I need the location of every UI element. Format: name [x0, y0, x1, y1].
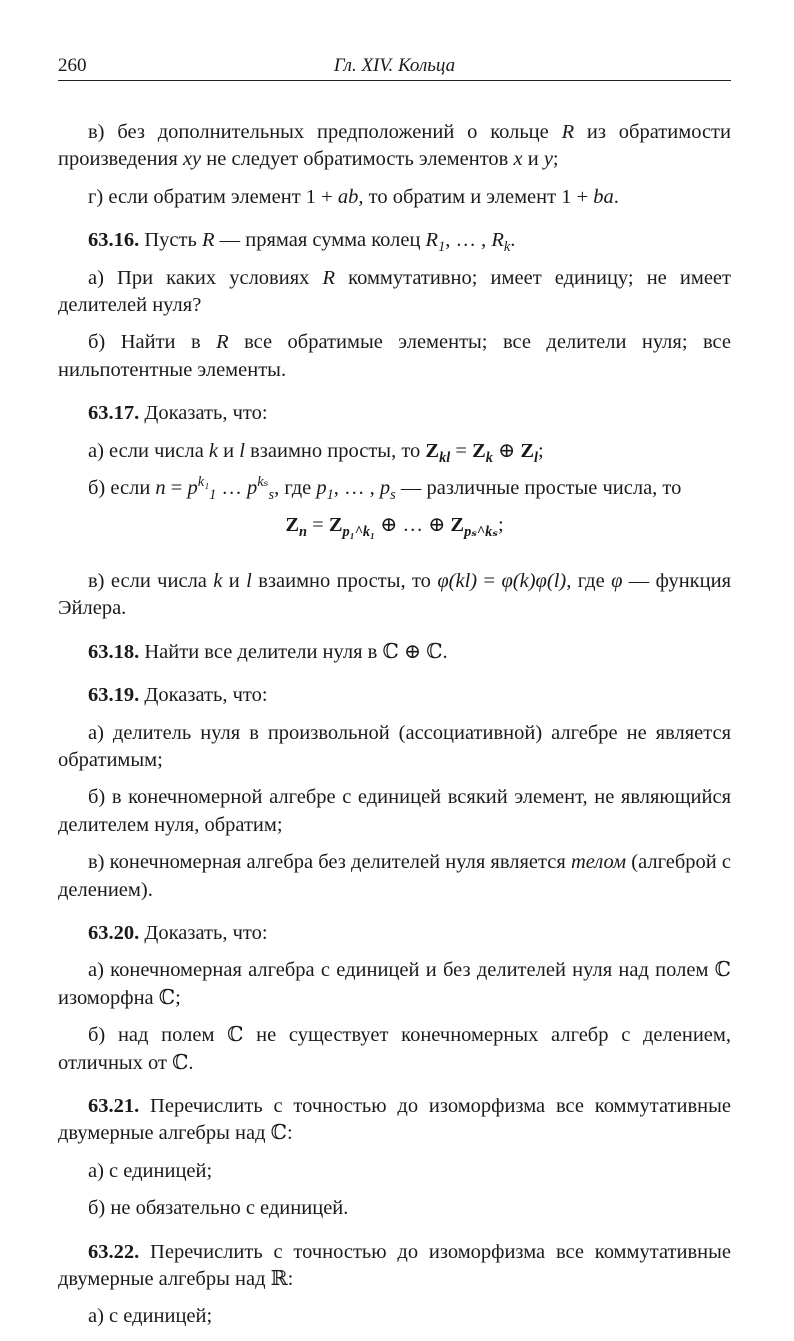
math-symbol: R [201, 229, 215, 252]
math-symbol: φ(kl) [437, 569, 478, 592]
problem-item [58, 265, 731, 320]
text-run: Найти все делители нуля в ℂ ⊕ ℂ. [139, 640, 448, 663]
math-symbol: $p^{k_s}_s$ [247, 474, 275, 504]
math-subscript: 1 [209, 487, 217, 504]
math-symbol: ba [593, 185, 614, 208]
text-run: а) с единицей; [88, 1159, 213, 1182]
math-symbol: xy [182, 148, 202, 171]
problem-heading [58, 682, 731, 709]
text-run: в) если числа [88, 569, 214, 592]
problem-heading [58, 227, 731, 254]
page-body [58, 119, 731, 1341]
problem-item [58, 849, 731, 904]
problem-heading [58, 920, 731, 947]
text-run: взаимно просты, то [251, 569, 438, 592]
text-run: , … , [333, 477, 380, 500]
text-run: — функция Эйлера. [58, 569, 732, 620]
text-run: Доказать, что: [139, 684, 268, 707]
text-run: ⊕ [492, 439, 521, 462]
problem-heading [58, 639, 731, 666]
math-superscript: k₁ [197, 474, 210, 491]
text-run: в) конечномерная алгебра без делителей нуля является [88, 851, 571, 874]
text-run: а) с единицей; [88, 1305, 213, 1328]
math-symbol: $p_1$ [316, 477, 334, 504]
problem-number: 63.18. [88, 640, 140, 663]
text-run: а) если числа [88, 439, 209, 462]
math-subscript: pₛ^kₛ [464, 524, 498, 541]
problem-number: 63.20. [88, 921, 140, 944]
emphasis: телом [570, 851, 627, 874]
problem-heading [58, 1093, 731, 1148]
math-symbol: φ(k)φ(l) [501, 569, 567, 592]
math-symbol: $p^{k_1}_1$ [187, 474, 217, 504]
math-subscript: k [485, 449, 493, 466]
math-symbol: y [543, 148, 553, 171]
math-subscript: 1 [326, 487, 334, 504]
text-run: , … , [445, 229, 492, 252]
page-number: 260 [58, 55, 87, 76]
math-symbol: $Z_{kl}$ [425, 439, 451, 466]
math-symbol: R [216, 331, 229, 354]
math-symbol: l [239, 439, 245, 462]
problem-item [58, 1303, 731, 1330]
text-run: и [522, 148, 544, 171]
text-run: б) над полем ℂ не существует конечномерных алгебр с делением, отличных от ℂ. [58, 1024, 731, 1074]
math-subscript: 1 [438, 239, 446, 256]
problem-number: 63.17. [88, 402, 140, 425]
math-subscript: kl [439, 449, 451, 466]
problem-item [58, 1022, 731, 1077]
math-subscript: n [299, 524, 308, 541]
text-run: — прямая сумма колец [214, 229, 426, 252]
math-subscript: s [268, 487, 275, 504]
math-superscript: kₛ [257, 474, 269, 491]
text-run: и [222, 569, 247, 592]
text-run: а) конечномерная алгебра с единицей и без делителей нуля над полем ℂ изоморфна ℂ; [58, 959, 731, 1009]
problem-number: 63.16. [88, 229, 140, 252]
text-run: = [477, 569, 502, 592]
text-run: взаимно просты, то [244, 439, 426, 462]
text-run: б) Найти в [88, 331, 217, 354]
math-symbol: R [561, 121, 575, 143]
text-run: б) если [88, 477, 156, 500]
text-run: , то обратим и элемент 1 + [358, 185, 594, 208]
text-run: . [613, 185, 619, 208]
text-run: Доказать, что: [139, 402, 268, 425]
text-run: б) не обязательно с единицей. [88, 1197, 349, 1220]
math-subscript: l [534, 449, 539, 466]
problem-item [58, 957, 731, 1012]
math-symbol: φ [611, 569, 623, 592]
math-symbol: $R_k$ [491, 229, 511, 256]
text-run: коммутативно; имеет единицу; не имеет делителей нуля? [58, 266, 731, 317]
text-run: Пусть [139, 229, 202, 252]
text-run: ⊕ … ⊕ [375, 514, 451, 537]
text-run: а) делитель нуля в произвольной (ассоциативной) алгебре не является обратимым; [58, 721, 731, 771]
math-symbol: n [155, 477, 166, 500]
text-run: Перечислить с точностью до изоморфизма все коммутативные двумерные алгебры над ℝ: [58, 1240, 731, 1290]
text-run: ; [497, 514, 504, 537]
math-subscript: k [503, 239, 511, 256]
text-run: . [510, 229, 516, 252]
math-symbol: l [246, 569, 252, 592]
text-run: , где [274, 477, 317, 500]
problem-heading [58, 400, 731, 427]
math-symbol: ab [337, 185, 359, 208]
text-run: а) При каких условиях [88, 266, 323, 289]
text-run: (алгеброй с делением). [58, 851, 731, 901]
problem-item [58, 784, 731, 839]
math-symbol: R [322, 266, 336, 289]
page-header [58, 55, 731, 81]
problem-number: 63.19. [88, 684, 140, 707]
math-symbol: $p_s$ [379, 477, 396, 504]
math-symbol: $Z_{p_1\^{}k_1}$ [328, 514, 376, 541]
text-run: = [165, 477, 188, 500]
problem-item [58, 329, 731, 384]
text-run: … [216, 477, 248, 500]
math-symbol: $Z_{p_s\^{}k_s}$ [450, 514, 498, 541]
text-run: б) в конечномерной алгебре с единицей всякий элемент, не являющийся делителем нуля, обратим; [58, 786, 731, 836]
math-symbol: $Z_k$ [472, 439, 493, 466]
text-run: не следует обратимость элементов [201, 148, 514, 171]
problem-heading [58, 1239, 731, 1294]
math-symbol: x [513, 148, 523, 171]
problem-item [58, 438, 731, 465]
text-run: ; [538, 439, 544, 462]
text-run: все обратимые элементы; все делители нуля; все нильпотентные элементы. [58, 331, 731, 381]
problem-item [58, 184, 731, 211]
math-symbol: $R_1$ [425, 229, 446, 256]
math-subscript: p₁^k₁ [342, 524, 376, 541]
text-run: Доказать, что: [139, 921, 268, 944]
text-run: из обратимости произведения [58, 121, 731, 171]
text-run: ; [552, 148, 559, 171]
math-subscript: s [390, 487, 396, 504]
text-run: = [450, 439, 473, 462]
text-run: , где [566, 569, 612, 592]
text-run: г) если обратим элемент 1 + [88, 185, 338, 208]
problem-item [58, 119, 731, 174]
problem-item [58, 1195, 731, 1222]
math-symbol: k [213, 569, 223, 592]
problem-number: 63.22. [88, 1240, 140, 1263]
problem-item [58, 475, 731, 502]
math-symbol: $Z_n$ [285, 514, 308, 541]
text-run: = [307, 514, 329, 537]
problem-item [58, 720, 731, 775]
math-symbol: k [208, 439, 219, 462]
display-formula [58, 512, 731, 539]
text-run: в) без дополнительных предположений о кольце [88, 121, 562, 143]
problem-number: 63.21. [88, 1094, 140, 1117]
text-run: и [218, 439, 240, 462]
problem-item [58, 568, 731, 623]
text-run: — различные простые числа, то [395, 477, 682, 500]
running-title: Гл. XIV. Кольца [333, 55, 456, 76]
problem-item [58, 1158, 731, 1185]
math-symbol: $Z_l$ [520, 439, 539, 466]
text-run: Перечислить с точностью до изоморфизма все коммутативные двумерные алгебры над ℂ: [58, 1094, 731, 1145]
